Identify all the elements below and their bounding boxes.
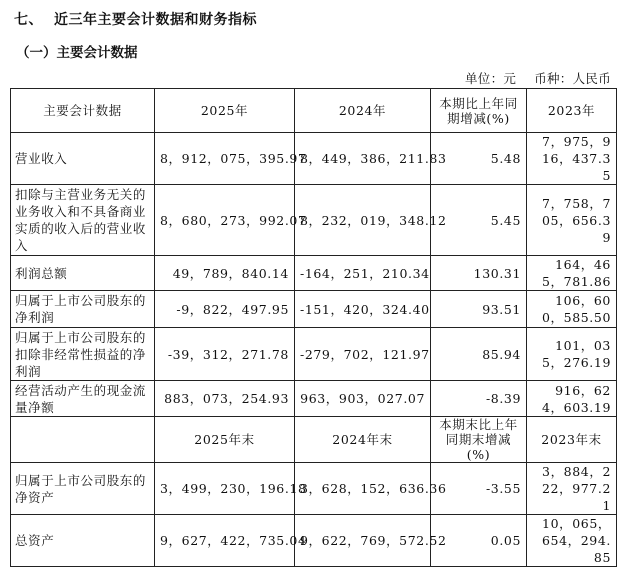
row-label: 营业收入 bbox=[11, 133, 155, 185]
header-2024: 2024年 bbox=[295, 89, 431, 133]
table-row bbox=[11, 328, 617, 381]
row-label: 总资产 bbox=[11, 515, 155, 567]
value-2023: 7，758，705，656.39 bbox=[527, 185, 617, 256]
header-2024: 2024年末 bbox=[295, 417, 431, 463]
row-label: 经营活动产生的现金流量净额 bbox=[11, 381, 155, 417]
header-change: 本期末比上年同期末增减(%) bbox=[431, 417, 527, 463]
change-percent: 5.48 bbox=[431, 133, 527, 185]
value-2025: 9，627，422，735.04 bbox=[155, 515, 295, 567]
change-percent: -3.55 bbox=[431, 463, 527, 515]
value-2024: -164，251，210.34 bbox=[295, 256, 431, 291]
header-row-period-end bbox=[11, 417, 617, 463]
header-item: 主要会计数据 bbox=[11, 89, 155, 133]
header-item bbox=[11, 417, 155, 463]
value-2024: 9，622，769，572.52 bbox=[295, 515, 431, 567]
change-percent: 5.45 bbox=[431, 185, 527, 256]
value-2023: 101，035，276.19 bbox=[527, 328, 617, 381]
change-percent: 93.51 bbox=[431, 291, 527, 328]
header-2025: 2025年末 bbox=[155, 417, 295, 463]
value-2024: -279，702，121.97 bbox=[295, 328, 431, 381]
unit-label: 单位：元 bbox=[464, 71, 517, 86]
value-2023: 7，975，916，437.35 bbox=[527, 133, 617, 185]
value-2025: -9，822，497.95 bbox=[155, 291, 295, 328]
value-2023: 106，600，585.50 bbox=[527, 291, 617, 328]
row-label: 归属于上市公司股东的净资产 bbox=[11, 463, 155, 515]
header-2023: 2023年 bbox=[527, 89, 617, 133]
currency-label: 币种：人民币 bbox=[534, 71, 611, 86]
table-row bbox=[11, 256, 617, 291]
header-row bbox=[11, 89, 617, 133]
table-row bbox=[11, 185, 617, 256]
row-label: 归属于上市公司股东的净利润 bbox=[11, 291, 155, 328]
value-2024: 8，232，019，348.12 bbox=[295, 185, 431, 256]
header-2023: 2023年末 bbox=[527, 417, 617, 463]
table-row bbox=[11, 291, 617, 328]
change-percent: 0.05 bbox=[431, 515, 527, 567]
row-label: 利润总额 bbox=[11, 256, 155, 291]
value-2025: 8，680，273，992.07 bbox=[155, 185, 295, 256]
value-2024: 8，449，386，211.83 bbox=[295, 133, 431, 185]
value-2025: 883，073，254.93 bbox=[155, 381, 295, 417]
change-percent: -8.39 bbox=[431, 381, 527, 417]
header-2025: 2025年 bbox=[155, 89, 295, 133]
accounting-data-table bbox=[10, 88, 617, 567]
change-percent: 130.31 bbox=[431, 256, 527, 291]
value-2023: 164，465，781.86 bbox=[527, 256, 617, 291]
subsection-heading: （一）主要会计数据 bbox=[16, 45, 138, 61]
section-title: 近三年主要会计数据和财务指标 bbox=[54, 12, 257, 28]
value-2024: -151，420，324.40 bbox=[295, 291, 431, 328]
section-number: 七、 bbox=[14, 12, 43, 28]
value-2025: 8，912，075，395.97 bbox=[155, 133, 295, 185]
value-2023: 10，065，654，294.85 bbox=[527, 515, 617, 567]
header-change: 本期比上年同期增减(%) bbox=[431, 89, 527, 133]
value-2025: 3，499，230，196.18 bbox=[155, 463, 295, 515]
section-heading bbox=[14, 9, 257, 29]
change-percent: 85.94 bbox=[431, 328, 527, 381]
value-2024: 3，628，152，636.36 bbox=[295, 463, 431, 515]
table-row bbox=[11, 515, 617, 567]
table-row bbox=[11, 463, 617, 515]
value-2024: 963，903，027.07 bbox=[295, 381, 431, 417]
row-label: 扣除与主营业务无关的业务收入和不具备商业实质的收入后的营业收入 bbox=[11, 185, 155, 256]
value-2025: -39，312，271.78 bbox=[155, 328, 295, 381]
table-row bbox=[11, 381, 617, 417]
value-2023: 3，884，222，977.21 bbox=[527, 463, 617, 515]
value-2023: 916，624，603.19 bbox=[527, 381, 617, 417]
unit-note bbox=[465, 69, 611, 87]
value-2025: 49，789，840.14 bbox=[155, 256, 295, 291]
table-row bbox=[11, 133, 617, 185]
row-label: 归属于上市公司股东的扣除非经常性损益的净利润 bbox=[11, 328, 155, 381]
